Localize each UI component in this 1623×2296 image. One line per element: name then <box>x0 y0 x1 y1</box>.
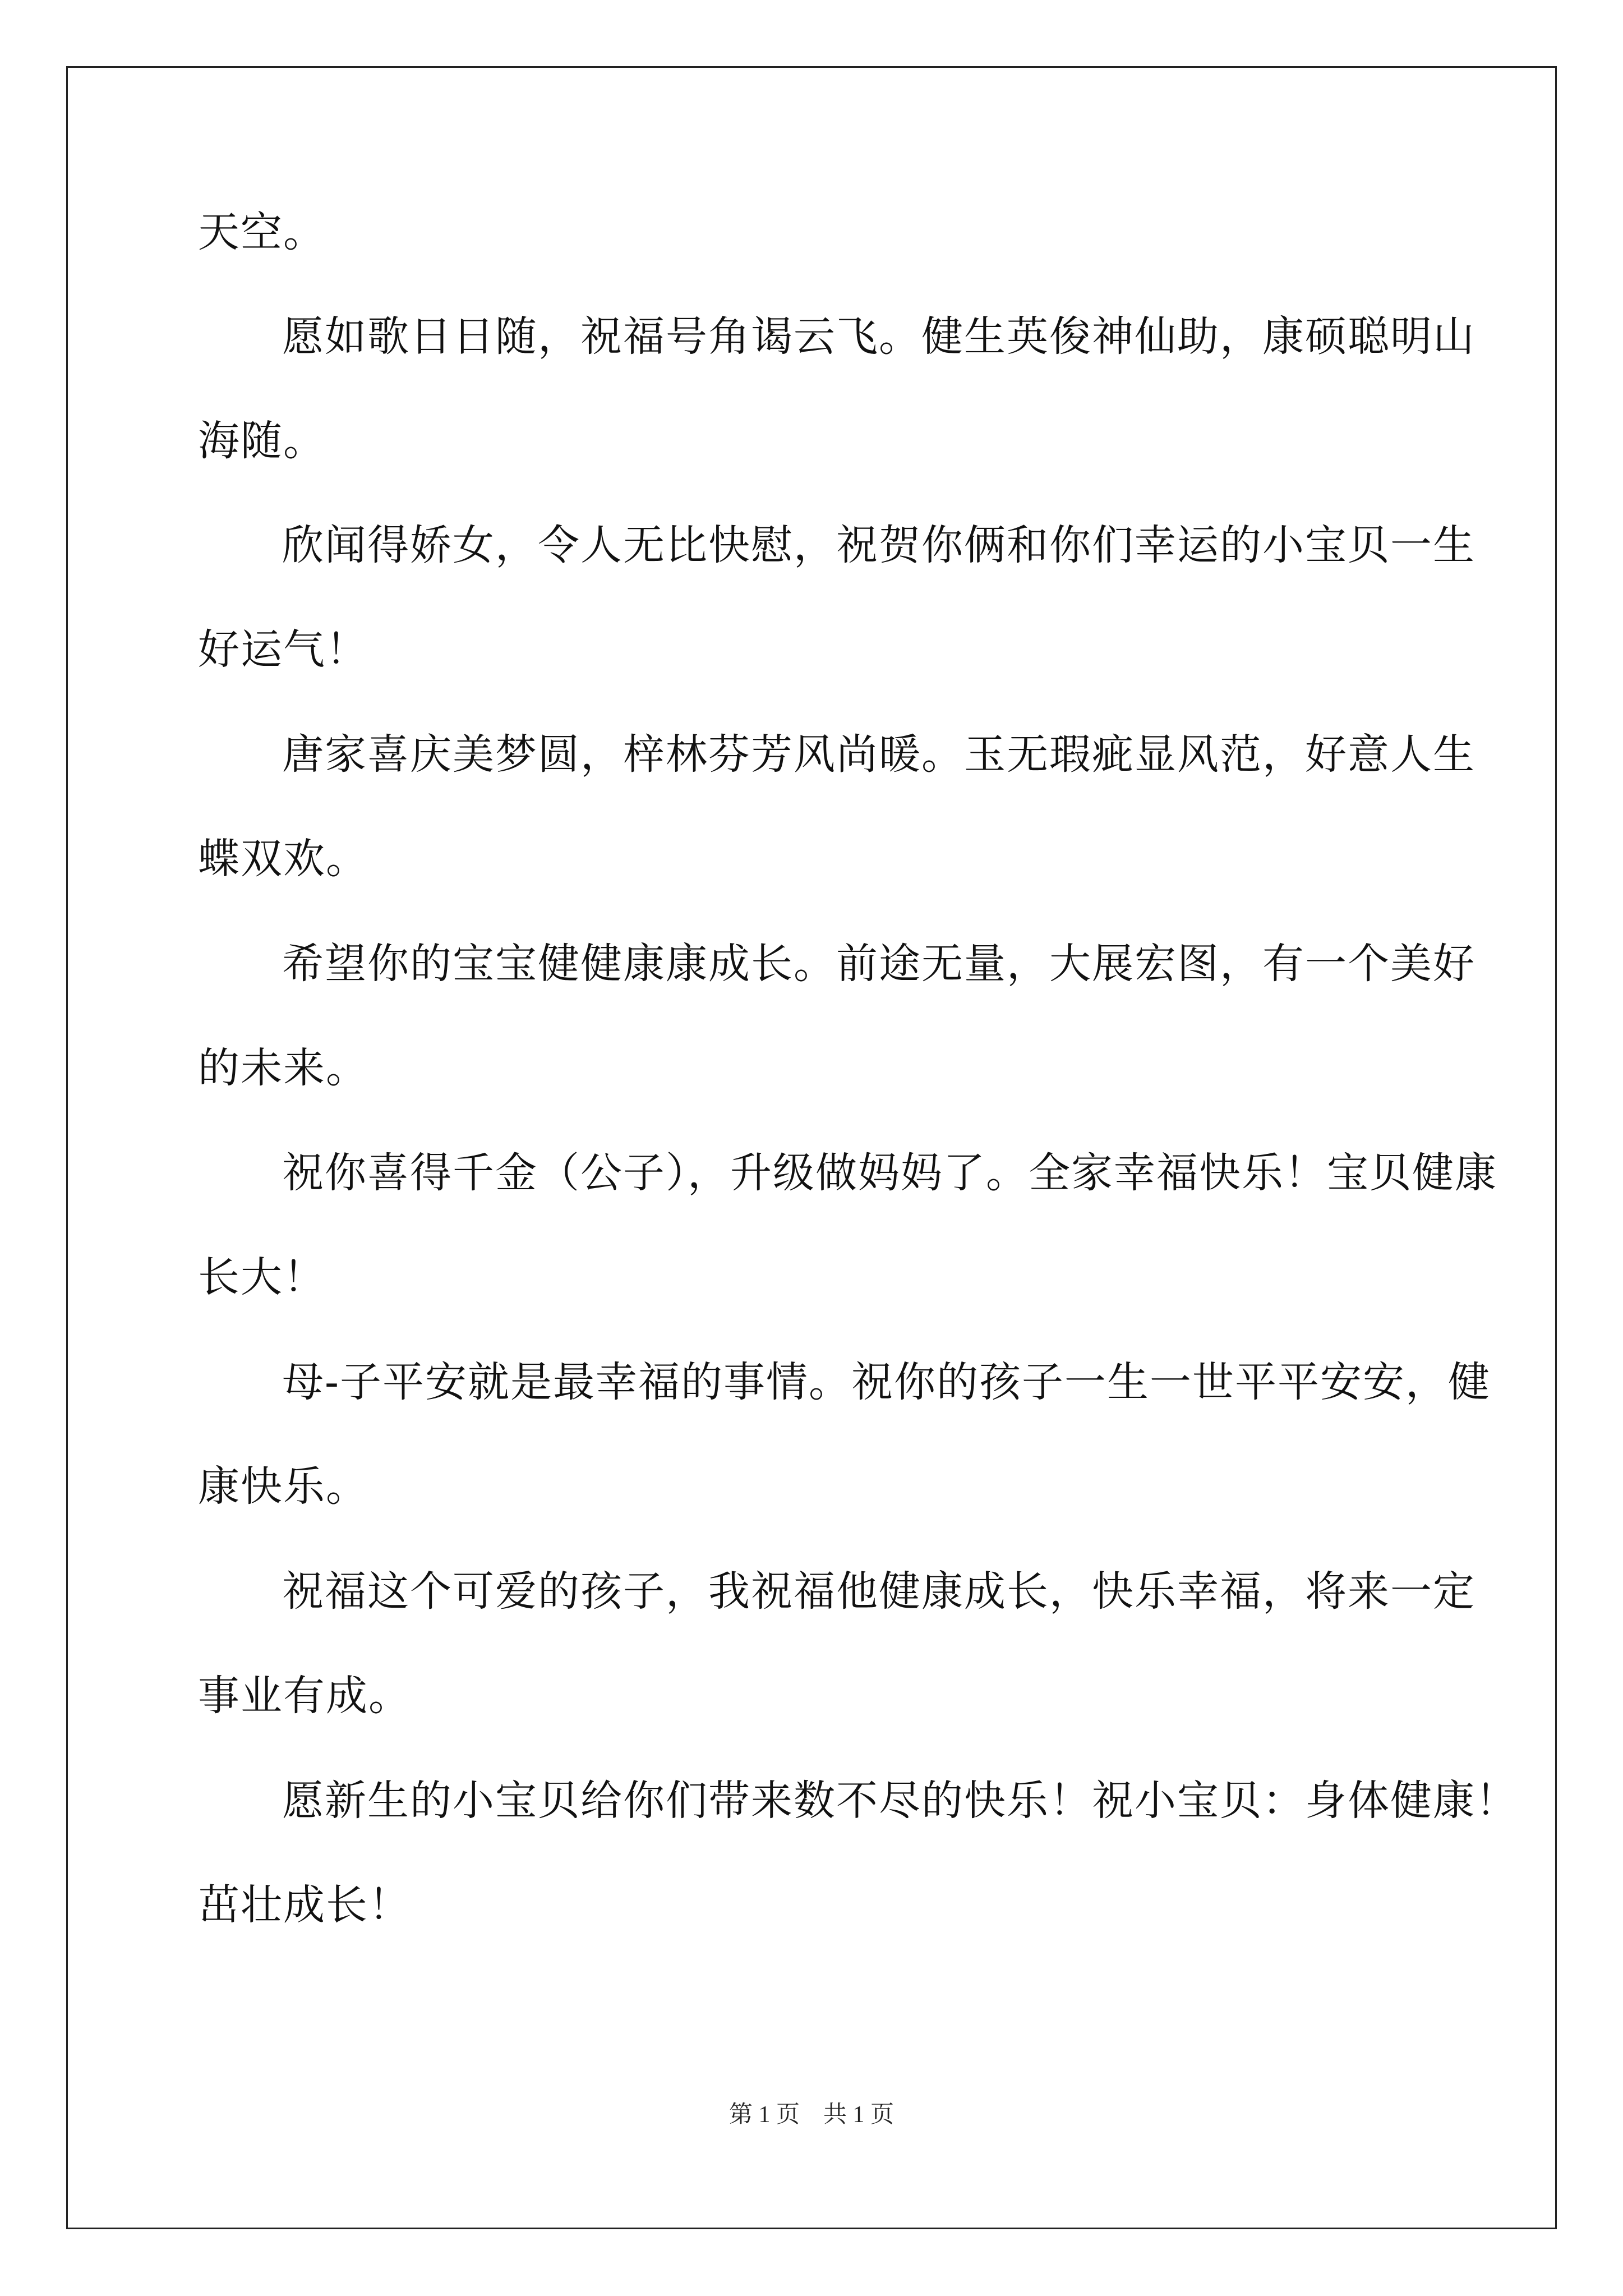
paragraph-line: 母-子平安就是最幸福的事情。祝你的孩子一生一世平平安安，健 <box>282 1358 1491 1406</box>
paragraph-line: 海随。 <box>198 417 326 465</box>
page-footer <box>0 2101 1623 2129</box>
paragraph-line: 蝶双欢。 <box>198 835 368 883</box>
paragraph-line: 愿如歌日日随，祝福号角谒云飞。健生英俊神仙助，康硕聪明山 <box>282 312 1476 361</box>
paragraph-7 <box>198 1358 1491 1570</box>
paragraph-line: 祝你喜得千金（公子），升级做妈妈了。全家幸福快乐！宝贝健康 <box>282 1149 1497 1197</box>
paragraph-5 <box>198 940 1476 1152</box>
paragraph-line: 长大！ <box>198 1253 326 1301</box>
paragraph-8 <box>198 1567 1476 1779</box>
paragraph-9 <box>198 1777 1518 1989</box>
paragraph-line: 康快乐。 <box>198 1462 368 1511</box>
paragraph-line: 希望你的宝宝健健康康成长。前途无量，大展宏图，有一个美好 <box>282 940 1476 988</box>
paragraph-line: 的未来。 <box>198 1044 368 1092</box>
paragraph-line: 欣闻得娇女，令人无比快慰，祝贺你俩和你们幸运的小宝贝一生 <box>282 521 1476 569</box>
paragraph-1 <box>198 208 1432 316</box>
paragraph-line: 茁壮成长！ <box>198 1881 411 1929</box>
paragraph-line: 好运气！ <box>198 625 368 674</box>
paragraph-2 <box>198 312 1476 524</box>
paragraph-line: 唐家喜庆美梦圆，梓林芬芳风尚暖。玉无瑕疵显风范，好意人生 <box>282 730 1476 779</box>
paragraph-line: 愿新生的小宝贝给你们带来数不尽的快乐！祝小宝贝：身体健康！ <box>282 1777 1518 1825</box>
paragraph-line: 天空。 <box>198 208 326 256</box>
paragraph-3 <box>198 521 1476 733</box>
paragraph-line: 祝福这个可爱的孩子，我祝福他健康成长，快乐幸福，将来一定 <box>282 1567 1476 1616</box>
paragraph-4 <box>198 730 1476 942</box>
paragraph-6 <box>198 1149 1497 1361</box>
page-number-label: 第 1 页 共 1 页 <box>728 2102 894 2128</box>
paragraph-line: 事业有成。 <box>198 1672 411 1720</box>
